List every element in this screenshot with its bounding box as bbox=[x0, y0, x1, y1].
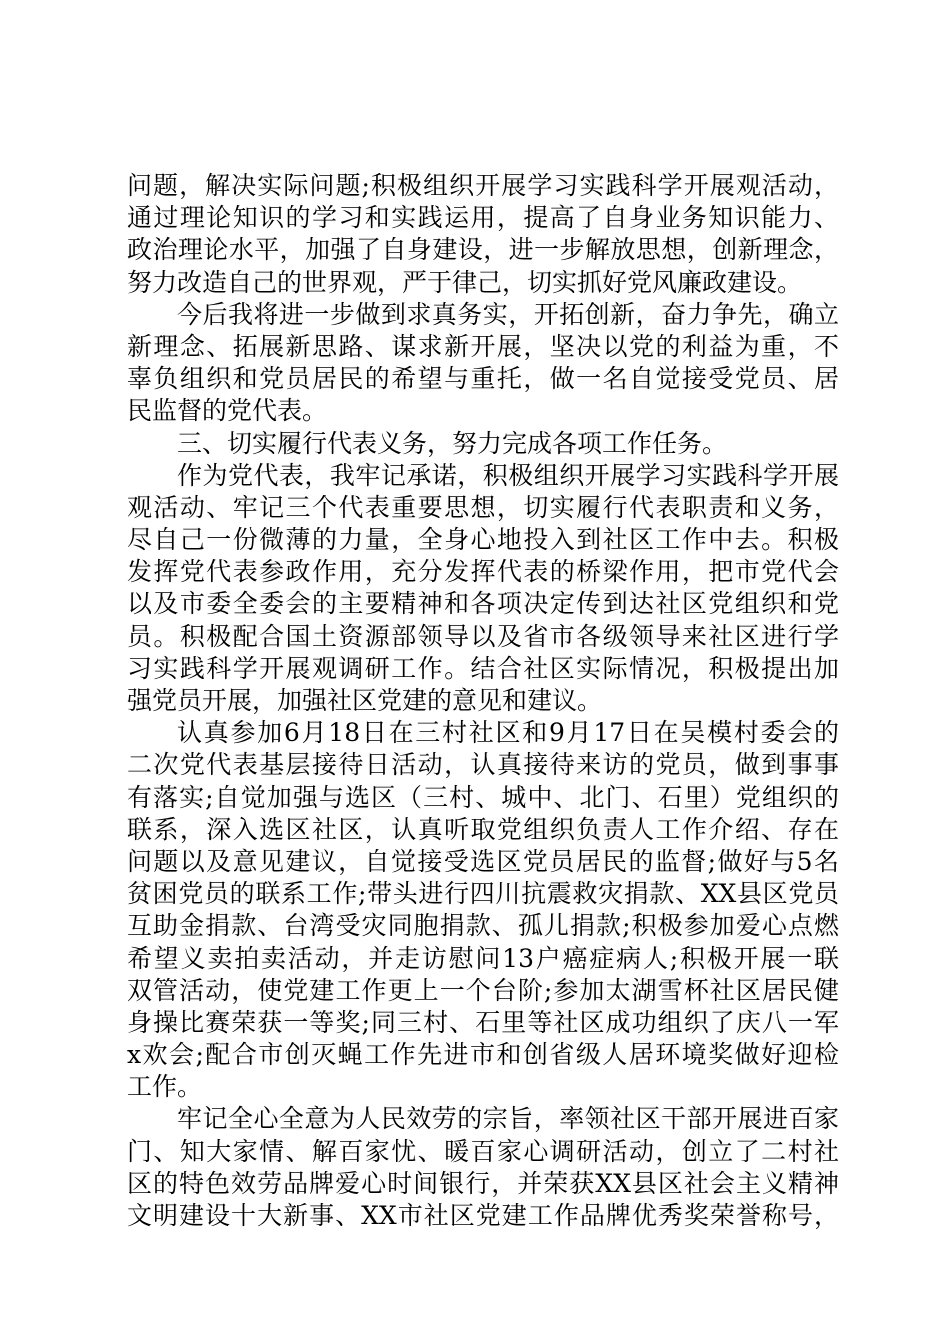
text-line: 政治理论水平，加强了自身建设，进一步解放思想，创新理念， bbox=[127, 235, 839, 265]
text-line: 希望义卖拍卖活动，并走访慰问13户癌症病人;积极开展一联 bbox=[127, 943, 839, 973]
text-line: 问题，解决实际问题;积极组织开展学习实践科学开展观活动， bbox=[127, 171, 839, 200]
text-line: x欢会;配合市创灭蝇工作先进市和创省级人居环境奖做好迎检 bbox=[127, 1040, 839, 1070]
text-line: 文明建设十大新事、XX市社区党建工作品牌优秀奖荣誉称号， bbox=[127, 1201, 839, 1230]
text-line: 贫困党员的联系工作;带头进行四川抗震救灾捐款、XX县区党员 bbox=[127, 879, 839, 909]
text-line: 三、切实履行代表义务，努力完成各项工作任务。 bbox=[177, 428, 728, 458]
text-line: 工作。 bbox=[127, 1072, 203, 1102]
text-line: 新理念、拓展新思路、谋求新开展，坚决以党的利益为重，不 bbox=[127, 331, 839, 361]
text-line: 努力改造自己的世界观，严于律己，切实抓好党风廉政建设。 bbox=[127, 267, 803, 297]
text-line: 习实践科学开展观调研工作。结合社区实际情况，积极提出加 bbox=[127, 653, 839, 683]
text-line: 问题以及意见建议，自觉接受选区党员居民的监督;做好与5名 bbox=[127, 846, 839, 876]
text-line: 民监督的党代表。 bbox=[127, 396, 328, 426]
text-line: 二次党代表基层接待日活动，认真接待来访的党员，做到事事 bbox=[127, 750, 839, 780]
text-line: 有落实;自觉加强与选区（三村、城中、北门、石里）党组织的 bbox=[127, 782, 839, 812]
text-line: 门、知大家情、解百家忧、暖百家心调研活动，创立了二村社 bbox=[127, 1136, 839, 1166]
text-line: 双管活动，使党建工作更上一个台阶;参加太湖雪杯社区居民健 bbox=[127, 975, 839, 1005]
text-line: 通过理论知识的学习和实践运用，提高了自身业务知识能力、 bbox=[127, 203, 839, 233]
text-line: 认真参加6月18日在三村社区和9月17日在吴模村委会的 bbox=[177, 718, 839, 748]
text-line: 联系，深入选区社区，认真听取党组织负责人工作介绍、存在 bbox=[127, 814, 839, 844]
text-line: 以及市委全委会的主要精神和各项决定传到达社区党组织和党 bbox=[127, 589, 839, 619]
text-line: 尽自己一份微薄的力量，全身心地投入到社区工作中去。积极 bbox=[127, 525, 839, 555]
document-body bbox=[127, 170, 839, 1232]
text-line: 观活动、牢记三个代表重要思想，切实履行代表职责和义务， bbox=[127, 492, 839, 522]
text-line: 互助金捐款、台湾受灾同胞捐款、孤儿捐款;积极参加爱心点燃 bbox=[127, 911, 839, 941]
text-line: 辜负组织和党员居民的希望与重托，做一名自觉接受党员、居 bbox=[127, 364, 839, 394]
text-line: 强党员开展，加强社区党建的意见和建议。 bbox=[127, 686, 603, 715]
text-line: 发挥党代表参政作用，充分发挥代表的桥梁作用，把市党代会 bbox=[127, 557, 839, 587]
text-line: 作为党代表，我牢记承诺，积极组织开展学习实践科学开展 bbox=[177, 460, 839, 490]
text-line: 牢记全心全意为人民效劳的宗旨，率领社区干部开展进百家 bbox=[177, 1104, 839, 1134]
text-line: 员。积极配合国土资源部领导以及省市各级领导来社区进行学 bbox=[127, 621, 839, 651]
text-line: 身操比赛荣获一等奖;同三村、石里等社区成功组织了庆八一军 bbox=[127, 1007, 839, 1037]
text-line: 区的特色效劳品牌爱心时间银行，并荣获XX县区社会主义精神 bbox=[127, 1168, 839, 1198]
text-line: 今后我将进一步做到求真务实，开拓创新，奋力争先，确立 bbox=[177, 299, 839, 329]
